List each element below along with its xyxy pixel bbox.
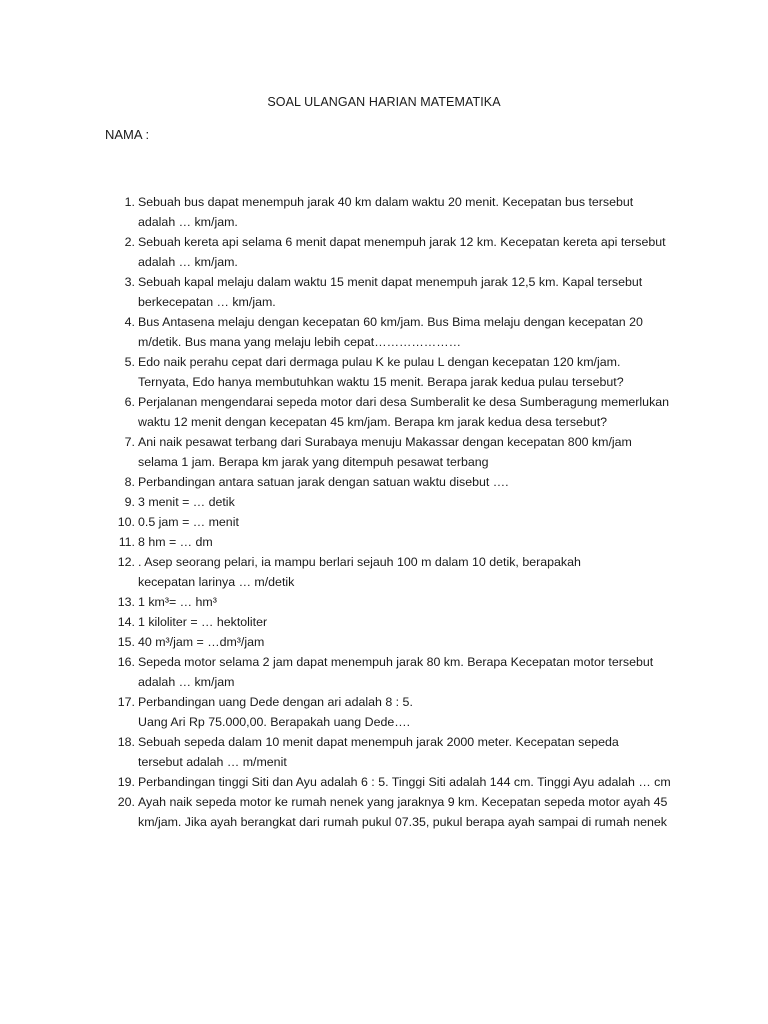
question-text [135, 732, 619, 772]
question-text [135, 792, 667, 832]
question-text-line: 40 m³/jam = …dm³/jam [138, 635, 265, 649]
name-label: NAMA : [105, 127, 150, 142]
question-text-line: . Asep seorang pelari, ia mampu berlari sejauh 100 m dalam 10 detik, berapakah [138, 555, 581, 569]
question-number: 5. [124, 355, 135, 369]
question-number: 1. [124, 195, 135, 209]
question-number: 17. [117, 695, 135, 709]
question-text [135, 512, 239, 532]
question-number: 18. [117, 735, 135, 749]
question-text-line: Sebuah sepeda dalam 10 menit dapat menempuh jarak 2000 meter. Kecepatan sepeda [138, 735, 619, 749]
question-text-line: 0.5 jam = … menit [138, 515, 239, 529]
question-text-line: Sebuah kereta api selama 6 menit dapat menempuh jarak 12 km. Kecepatan kereta api tersebut [138, 235, 666, 249]
question-text-line: 1 kiloliter = … hektoliter [138, 615, 268, 629]
question-text-line: 3 menit = … detik [138, 495, 235, 509]
question-text-line: km/jam. Jika ayah berangkat dari rumah pukul 07.35, pukul berapa ayah sampai di rumah nenek [138, 815, 667, 829]
question-text-line: Sebuah bus dapat menempuh jarak 40 km dalam waktu 20 menit. Kecepatan bus tersebut [138, 195, 634, 209]
question-item [105, 612, 695, 632]
question-list [105, 192, 695, 832]
question-item [105, 352, 695, 392]
question-text-line: 8 hm = … dm [138, 535, 213, 549]
question-number: 6. [124, 395, 135, 409]
question-text-line: Ani naik pesawat terbang dari Surabaya menuju Makassar dengan kecepatan 800 km/jam [138, 435, 632, 449]
question-text [135, 652, 653, 692]
question-item [105, 792, 695, 832]
question-text [135, 352, 624, 392]
question-item [105, 472, 695, 492]
question-number: 15. [117, 635, 135, 649]
question-text-line: Sebuah kapal melaju dalam waktu 15 menit dapat menempuh jarak 12,5 km. Kapal tersebut [138, 275, 643, 289]
question-item [105, 192, 695, 232]
question-text-line: selama 1 jam. Berapa km jarak yang ditempuh pesawat terbang [138, 455, 489, 469]
question-item [105, 592, 695, 612]
question-text-line: Perbandingan tinggi Siti dan Ayu adalah 6 : 5. Tinggi Siti adalah 144 cm. Tinggi Ayu adalah … cm [138, 775, 671, 789]
question-item [105, 652, 695, 692]
question-item [105, 432, 695, 472]
question-item [105, 632, 695, 652]
question-item [105, 272, 695, 312]
question-number: 14. [117, 615, 135, 629]
question-text-line: Sepeda motor selama 2 jam dapat menempuh jarak 80 km. Berapa Kecepatan motor tersebut [138, 655, 654, 669]
question-text-line: Ayah naik sepeda motor ke rumah nenek yang jaraknya 9 km. Kecepatan sepeda motor ayah 45 [138, 795, 668, 809]
question-text-line: 1 km³= … hm³ [138, 595, 217, 609]
question-number: 4. [124, 315, 135, 329]
question-item [105, 232, 695, 272]
question-text [135, 472, 509, 492]
question-text [135, 232, 666, 272]
question-text-line: adalah … km/jam. [138, 255, 238, 269]
question-text-line: adalah … km/jam [138, 675, 235, 689]
question-text [135, 192, 633, 232]
question-text-line: m/detik. Bus mana yang melaju lebih cepat………………… [138, 335, 461, 349]
question-text [135, 772, 671, 792]
question-item [105, 552, 695, 592]
question-text [135, 592, 217, 612]
question-text-line: berkecepatan … km/jam. [138, 295, 276, 309]
question-number: 16. [117, 655, 135, 669]
question-number: 20. [117, 795, 135, 809]
question-text-line: Perbandingan antara satuan jarak dengan satuan waktu disebut …. [138, 475, 509, 489]
question-text-line: Perbandingan uang Dede dengan ari adalah 8 : 5. [138, 695, 413, 709]
question-number: 9. [124, 495, 135, 509]
question-text-line: Perjalanan mengendarai sepeda motor dari desa Sumberalit ke desa Sumberagung memerlukan [138, 395, 670, 409]
question-text-line: waktu 12 menit dengan kecepatan 45 km/jam. Berapa km jarak kedua desa tersebut? [138, 415, 608, 429]
question-text-line: Bus Antasena melaju dengan kecepatan 60 km/jam. Bus Bima melaju dengan kecepatan 20 [138, 315, 643, 329]
question-text-line: Edo naik perahu cepat dari dermaga pulau K ke pulau L dengan kecepatan 120 km/jam. [138, 355, 621, 369]
question-item [105, 772, 695, 792]
question-number: 3. [124, 275, 135, 289]
question-text-line: Uang Ari Rp 75.000,00. Berapakah uang Dede…. [138, 715, 411, 729]
question-text [135, 692, 413, 732]
question-text [135, 632, 264, 652]
question-text-line: tersebut adalah … m/menit [138, 755, 287, 769]
question-item [105, 392, 695, 432]
question-item [105, 692, 695, 732]
question-text [135, 272, 642, 312]
question-text [135, 392, 669, 432]
question-text [135, 532, 213, 552]
question-item [105, 532, 695, 552]
question-text-line: adalah … km/jam. [138, 215, 238, 229]
question-number: 12. [117, 555, 135, 569]
question-text [135, 552, 581, 592]
question-text [135, 312, 643, 352]
question-number: 7. [124, 435, 135, 449]
question-item [105, 492, 695, 512]
question-number: 2. [124, 235, 135, 249]
question-number: 13. [117, 595, 135, 609]
question-item [105, 312, 695, 352]
question-text [135, 432, 632, 472]
question-text-line: Ternyata, Edo hanya membutuhkan waktu 15 menit. Berapa jarak kedua pulau tersebut? [138, 375, 624, 389]
question-text [135, 492, 235, 512]
question-number: 19. [117, 775, 135, 789]
question-text-line: kecepatan larinya … m/detik [138, 575, 295, 589]
question-number: 11. [118, 535, 135, 549]
question-item [105, 732, 695, 772]
document-title: SOAL ULANGAN HARIAN MATEMATIKA [267, 95, 501, 109]
question-item [105, 512, 695, 532]
question-number: 8. [124, 475, 135, 489]
question-number: 10. [117, 515, 135, 529]
question-text [135, 612, 267, 632]
